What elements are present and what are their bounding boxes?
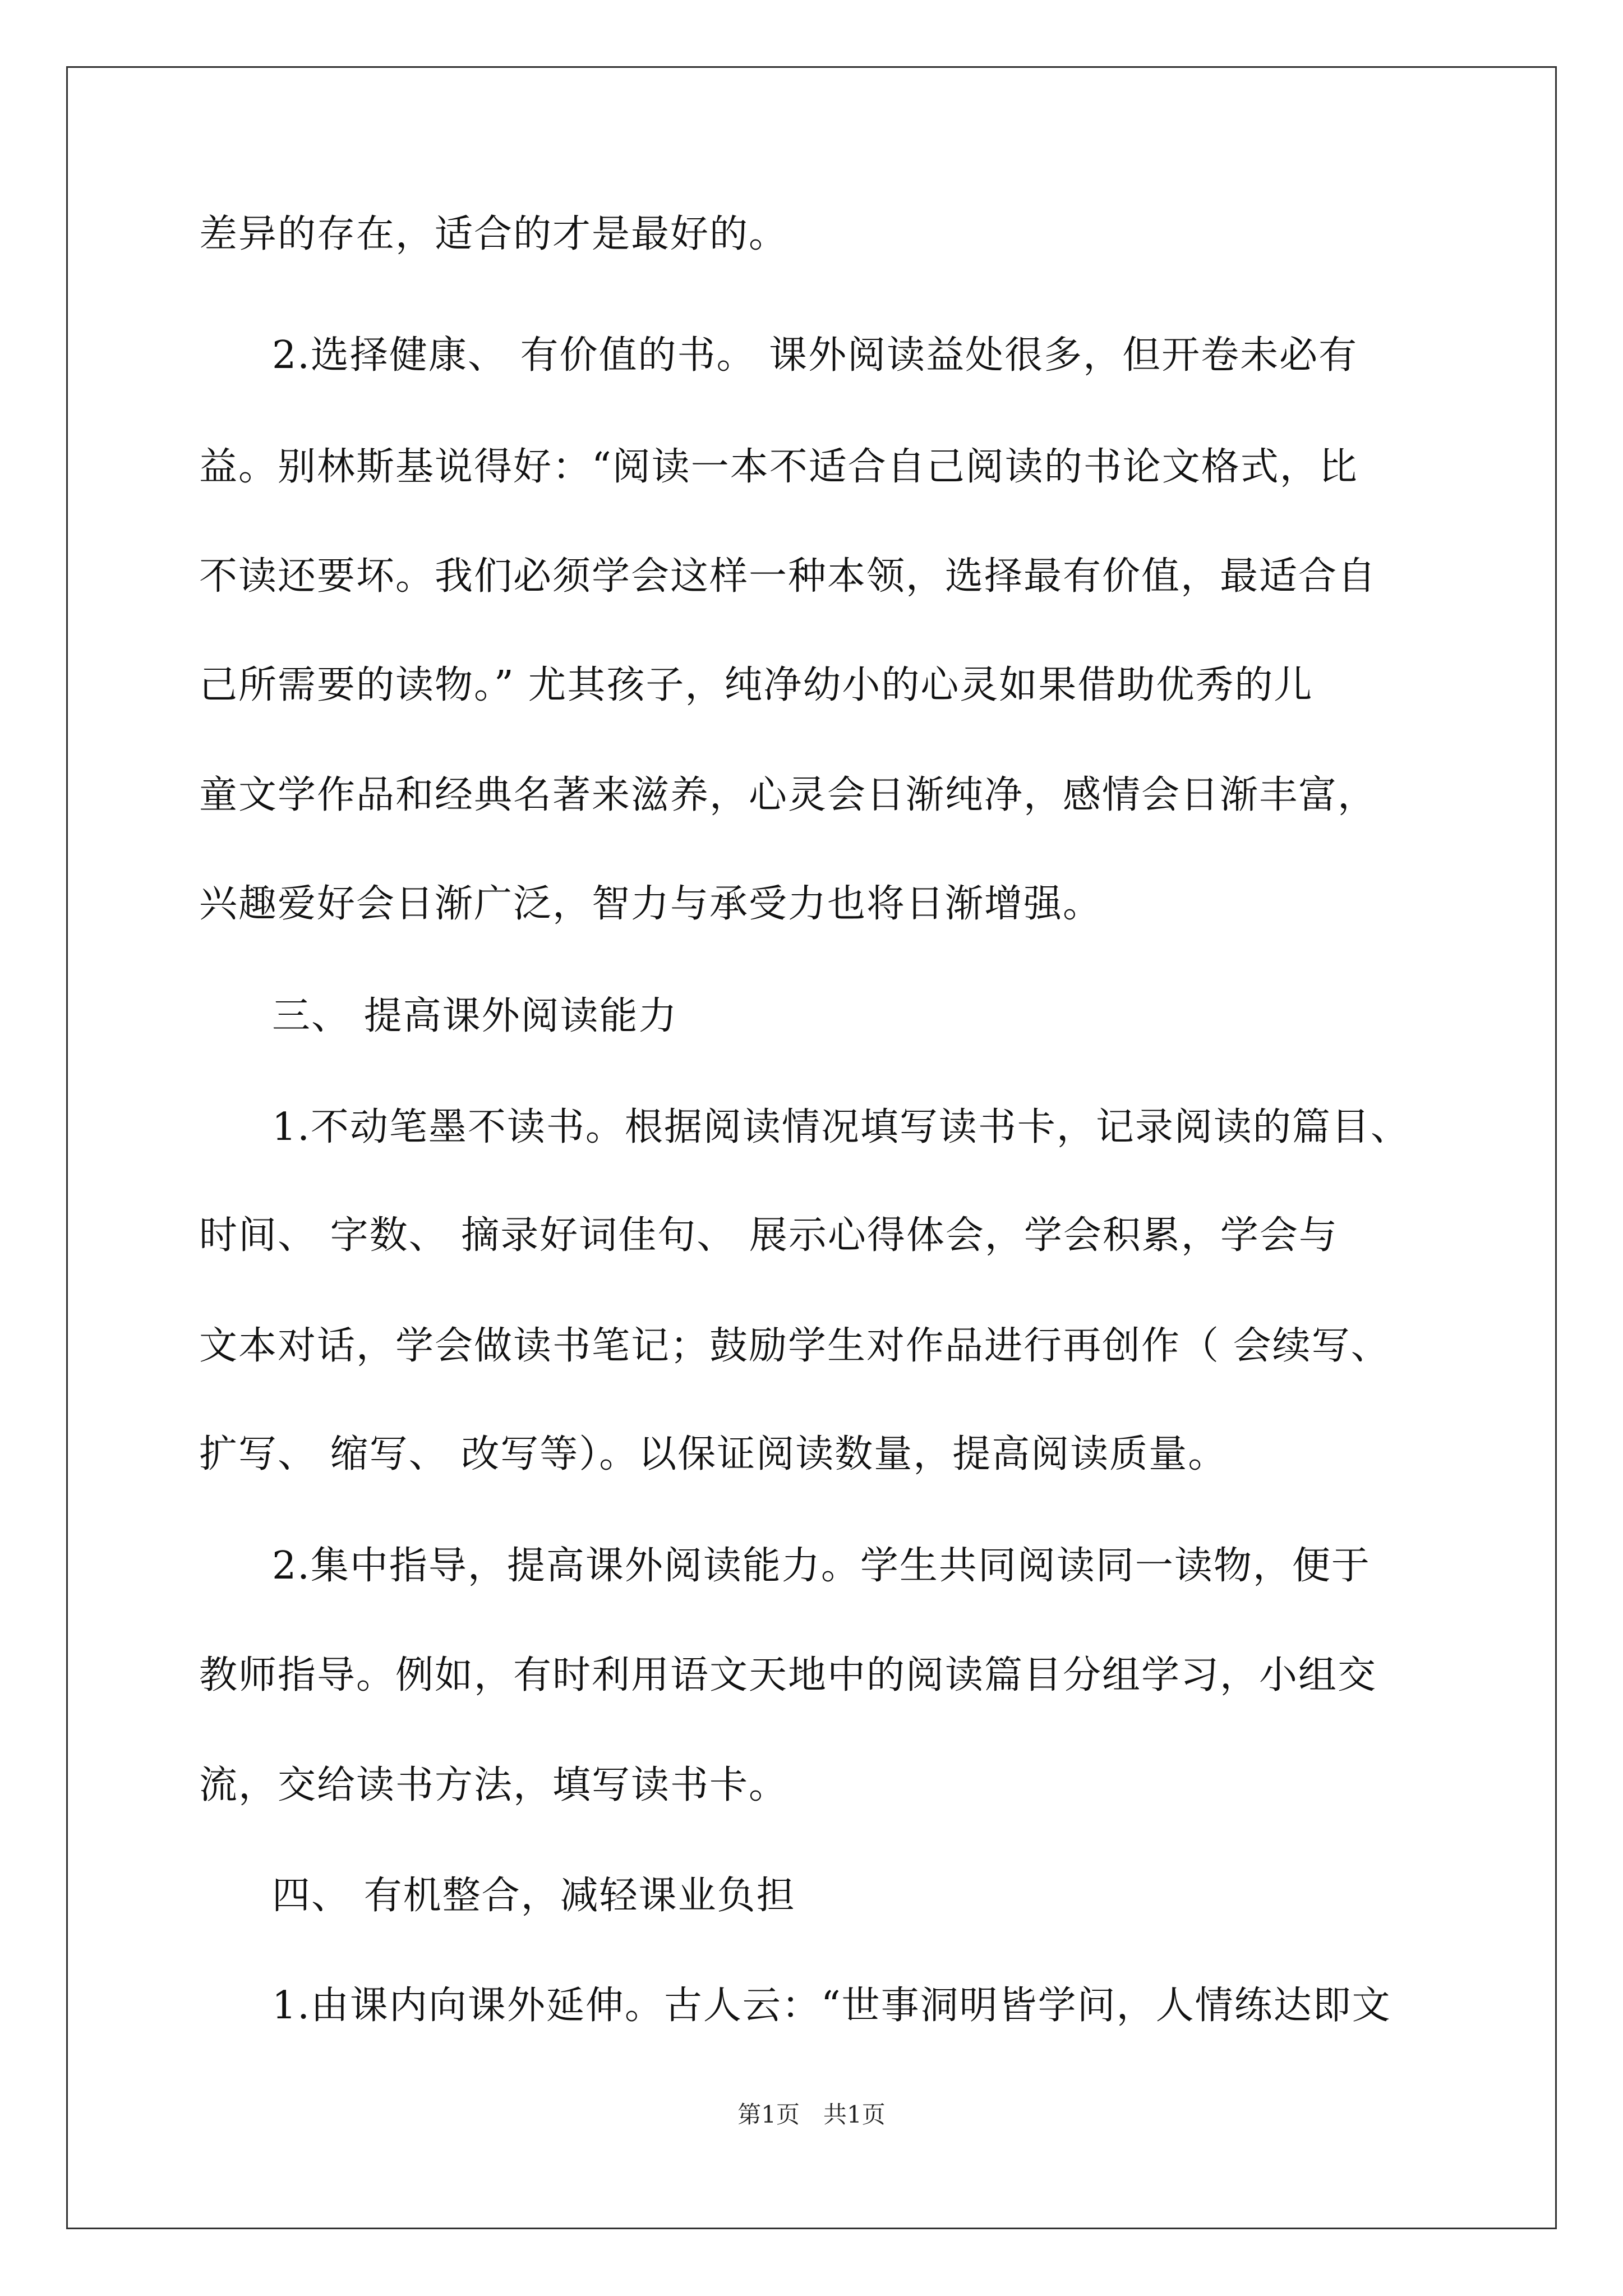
page-footer: 第1页 共1页 <box>737 2101 886 2128</box>
section-heading-4: 四、 有机整合，减轻课业负担 <box>272 1874 796 1918</box>
section-heading-3: 三、 提高课外阅读能力 <box>272 994 678 1038</box>
text-line-6: 童文学作品和经典名著来滋养，心灵会日渐纯净，感情会日渐丰富， <box>199 773 1377 817</box>
text-line-2: 2.选择健康、 有价值的书。 课外阅读益处很多，但开卷未必有 <box>272 333 1358 378</box>
text-line-12: 扩写、 缩写、 改写等）。以保证阅读数量，提高阅读质量。 <box>199 1432 1228 1476</box>
text-line-9: 1.不动笔墨不读书。根据阅读情况填写读书卡，记录阅读的篇目、 <box>272 1105 1410 1149</box>
text-line-5: 己所需要的读物。” 尤其孩子，纯净幼小的心灵如果借助优秀的儿 <box>199 663 1313 707</box>
text-line-10: 时间、 字数、 摘录好词佳句、 展示心得体会，学会积累，学会与 <box>199 1213 1338 1258</box>
text-line-1: 差异的存在，适合的才是最好的。 <box>199 212 789 256</box>
text-line-15: 流，交给读书方法，填写读书卡。 <box>199 1763 789 1807</box>
text-line-14: 教师指导。例如，有时利用语文天地中的阅读篇目分组学习，小组交 <box>199 1653 1377 1697</box>
text-line-4: 不读还要坏。我们必须学会这样一种本领，选择最有价值，最适合自 <box>199 554 1377 599</box>
text-line-13: 2.集中指导，提高课外阅读能力。学生共同阅读同一读物，便于 <box>272 1544 1371 1588</box>
text-line-17: 1.由课内向课外延伸。古人云：“世事洞明皆学问，人情练达即文 <box>272 1984 1391 2028</box>
text-line-11: 文本对话，学会做读书笔记；鼓励学生对作品进行再创作（ 会续写、 <box>199 1324 1390 1368</box>
text-line-7: 兴趣爱好会日渐广泛，智力与承受力也将日渐增强。 <box>199 882 1103 926</box>
text-line-3: 益。别林斯基说得好：“阅读一本不适合自己阅读的书论文格式，比 <box>199 445 1358 489</box>
